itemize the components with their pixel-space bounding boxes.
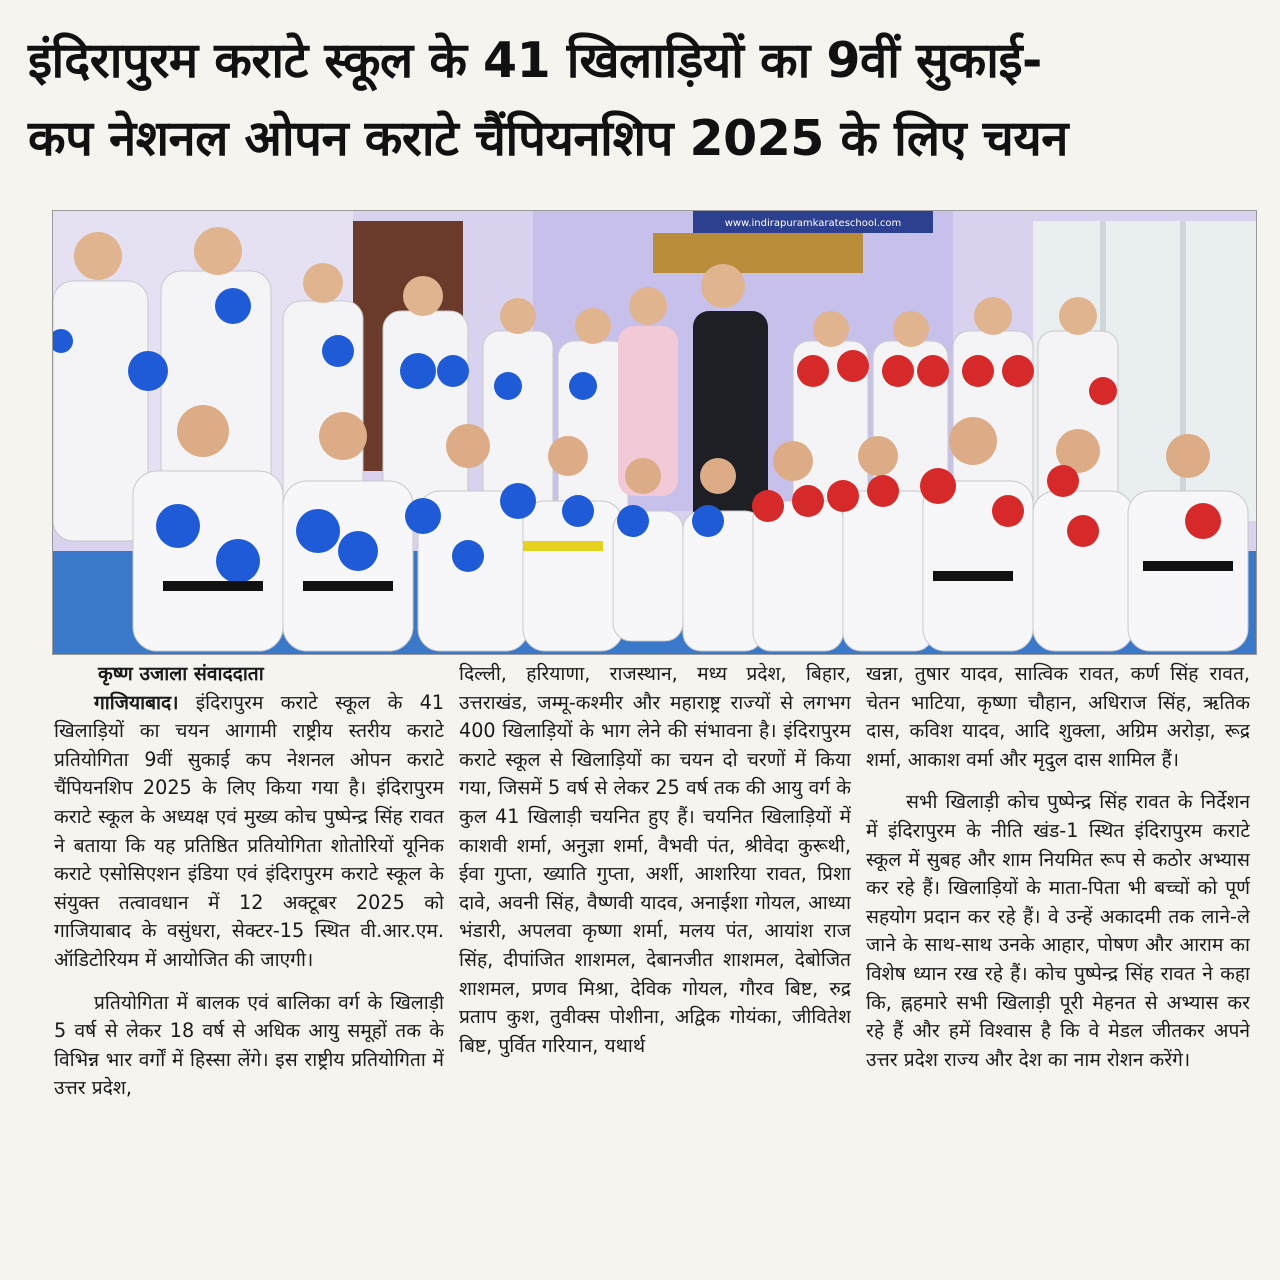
dateline: गाजियाबाद। xyxy=(94,690,179,714)
paragraph-3: दिल्ली, हरियाणा, राजस्थान, मध्य प्रदेश, बिहार, उत्तराखंड, जम्मू-कश्मीर और महाराष्ट्र राज्यों से लगभग 400 खिलाड़ियों के भाग लेने की संभावना है। इंदिरापुरम कराटे स्कूल से खिलाड़ियों का चयन दो चरणों में किया गया, जिसमें 5 वर्ष से लेकर 25 वर्ष तक की आयु वर्ग के कुल 41 खिलाड़ी चयनित हुए हैं। चयनित खिलाड़ियों में काशवी शर्मा, अनुज्ञा शर्मा, वैभवी पंत, श्रीवेदा कुरूथी, ईवा गुप्ता, ख्याति गुप्ता, अर्शी, आशरिया रावत, प्रिशा दावे, अवनी सिंह, वैष्णवी यादव, अनाईशा गोयल, आध्या भंडारी, अपलवा कृष्णा शर्मा, मलय पंत, आयांश राज सिंह, दीपांजित शाशमल, देबानजीत शाशमल, देबोजित शाशमल, प्रणव मिश्रा, देविक गोयल, गौरव बिष्ट, रुद्र प्रताप कुश, तुवीक्स पोशीना, अद्विक गोयंका, जीवितेश बिष्ट, पुर्वित गरियान, यथार्थ xyxy=(459,662,851,1057)
article-column-1 xyxy=(54,660,444,1272)
paragraph-2: प्रतियोगिता में बालक एवं बालिका वर्ग के खिलाड़ी 5 वर्ष से लेकर 18 वर्ष से अधिक आयु समूहों तक के विभिन्न भार वर्गों में हिस्सा लेंगे। इस राष्ट्रीय प्रतियोगिता में उत्तर प्रदेश, xyxy=(54,990,444,1100)
group-photo xyxy=(52,210,1257,655)
paragraph-1 xyxy=(54,689,444,975)
headline-line-1: इंदिरापुरम कराटे स्कूल के 41 खिलाड़ियों का 9वीं सुकाई- xyxy=(28,32,1042,89)
headline xyxy=(28,22,1254,178)
article-body xyxy=(54,660,1250,1272)
paragraph-5: सभी खिलाड़ी कोच पुष्पेन्द्र सिंह रावत के निर्देशन में इंदिरापुरम के नीति खंड-1 स्थित इंदिरापुरम कराटे स्कूल में सुबह और शाम नियमित रूप से कठोर अभ्यास कर रहे हैं। खिलाड़ियों के माता-पिता भी बच्चों को पूर्ण सहयोग प्रदान कर रहे हैं। वे उन्हें अकादमी तक लाने-ले जाने के साथ-साथ उनके आहार, पोषण और आराम का विशेष ध्यान रख रहे हैं। कोच पुष्पेन्द्र सिंह रावत ने कहा कि, ह्नहमारे सभी खिलाड़ी पूरी मेहनत से अभ्यास कर रहे हैं और हमें विश्वास है कि वे मेडल जीतकर अपने उत्तर प्रदेश राज्य और देश का नाम रोशन करेंगे। xyxy=(866,790,1250,1071)
banner-text: www.indirapuramkarateschool.com xyxy=(724,218,902,229)
group-photo-illustration xyxy=(53,211,1256,654)
byline: कृष्ण उजाला संवाददाता xyxy=(98,662,264,685)
paragraph-1-text: इंदिरापुरम कराटे स्कूल के 41 खिलाड़ियों का चयन आगामी राष्ट्रीय स्तरीय कराटे प्रतियोगिता 9वीं सुकाई कप नेशनल ओपन कराटे चैंपियनशिप 2025 के लिए किया गया है। इंदिरापुरम कराटे स्कूल के अध्यक्ष एवं मुख्य कोच पुष्पेन्द्र सिंह रावत ने बताया कि यह प्रतिष्ठित प्रतियोगिता शोतोरियों यूनिक कराटे एसोसिएशन इंडिया एवं इंदिरापुरम कराटे स्कूल के संयुक्त तत्वावधान में 12 अक्टूबर 2025 को गाजियाबाद के वसुंधरा, सेक्टर-15 स्थित वी.आर.एम. ऑडिटोरियम में आयोजित की जाएगी। xyxy=(54,690,444,971)
article-column-2 xyxy=(459,660,851,1272)
article-column-3 xyxy=(866,660,1250,1272)
headline-line-2: कप नेशनल ओपन कराटे चैंपियनशिप 2025 के लिए चयन xyxy=(28,110,1068,167)
paragraph-4: खन्ना, तुषार यादव, सात्विक रावत, कर्ण सिंह रावत, चेतन भाटिया, कृष्णा चौहान, अधिराज सिंह, ऋतिक दास, कविश यादव, आदि शुक्ला, अग्रिम अरोड़ा, रूद्र शर्मा, आकाश वर्मा और मृदुल दास शामिल हैं। xyxy=(866,662,1250,771)
trophy-shelf xyxy=(653,233,863,273)
